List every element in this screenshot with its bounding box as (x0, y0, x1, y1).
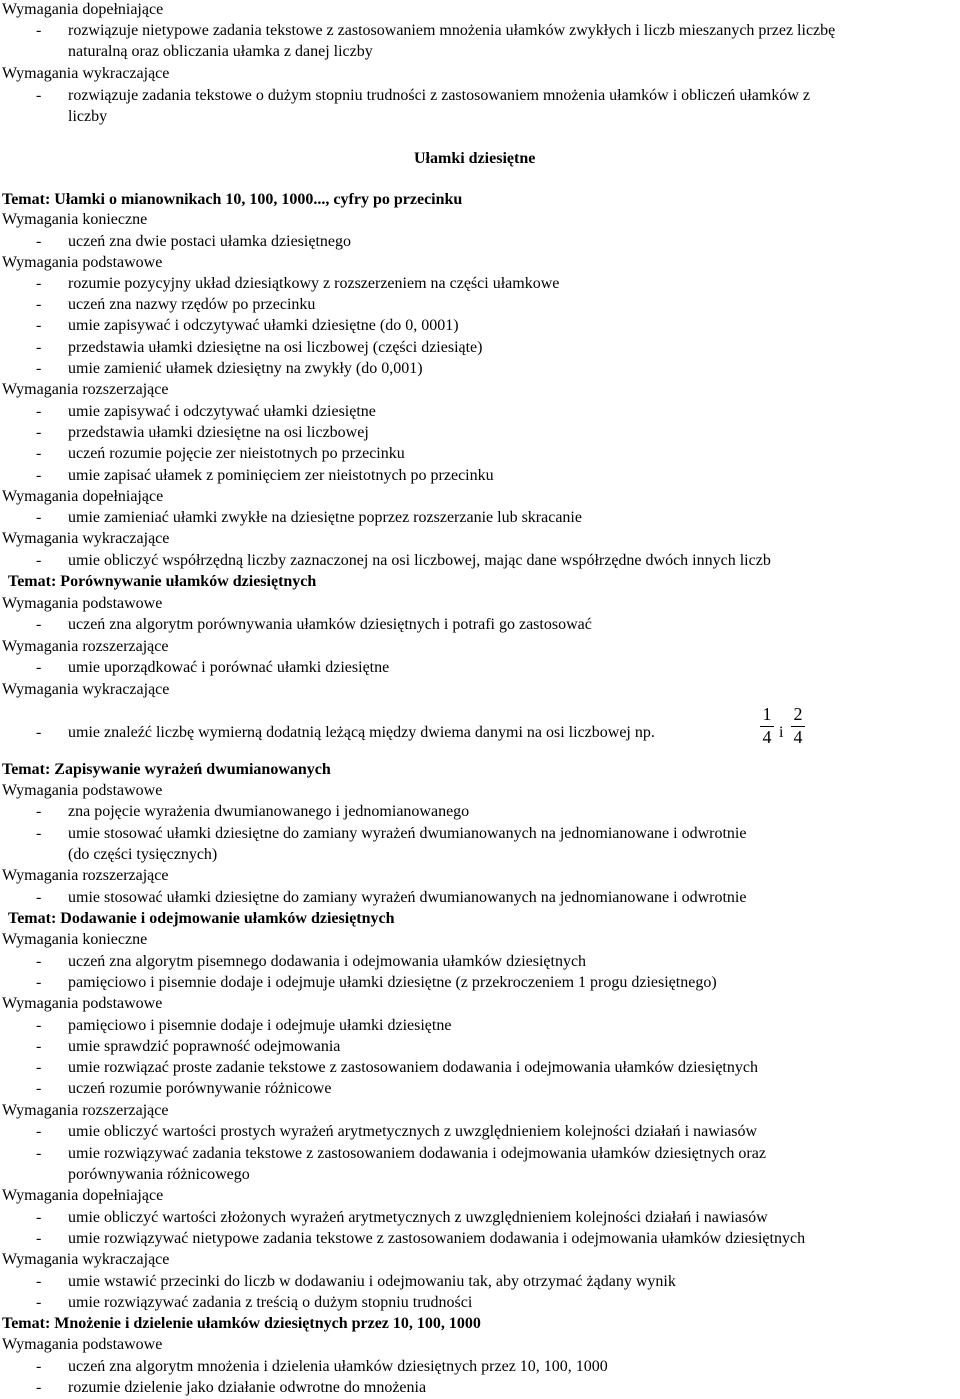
requirement-item: - pamięciowo i pisemnie dodaje i odejmuje ułamki dziesiętne (36, 1017, 452, 1034)
level-heading: Wymagania dopełniające (2, 488, 164, 505)
requirement-item: - umie wstawić przecinki do liczb w dodawaniu i odejmowaniu tak, aby otrzymać żądany wynik (36, 1273, 676, 1290)
level-heading: Wymagania dopełniające (2, 1187, 164, 1204)
requirement-continuation: liczby (68, 108, 108, 125)
topic-title: Temat: Porównywanie ułamków dziesiętnych (8, 573, 317, 590)
level-heading: Wymagania wykraczające (2, 681, 170, 698)
level-heading: Wymagania wykraczające (2, 1251, 170, 1268)
level-heading: Wymagania konieczne (2, 211, 148, 228)
topic-title: Temat: Mnożenie i dzielenie ułamków dziesiętnych przez 10, 100, 1000 (2, 1315, 481, 1332)
fraction-one-quarter: 1 4 (760, 704, 774, 747)
requirement-item: - umie rozwiązać proste zadanie tekstowe z zastosowaniem dodawania i odejmowania ułamków dziesiętnych (36, 1059, 758, 1076)
level-heading: Wymagania wykraczające (2, 530, 170, 547)
requirement-item: - zna pojęcie wyrażenia dwumianowanego i jednomianowanego (36, 803, 470, 820)
requirement-item: - umie zamieniać ułamki zwykłe na dziesiętne poprzez rozszerzanie lub skracanie (36, 509, 582, 526)
requirement-item: - przedstawia ułamki dziesiętne na osi liczbowej (36, 424, 369, 441)
requirement-item: - umie obliczyć współrzędną liczby zaznaczonej na osi liczbowej, mając dane współrzędne dwóch innych liczb (36, 552, 771, 569)
requirement-item: - rozwiązuje nietypowe zadania tekstowe z zastosowaniem mnożenia ułamków zwykłych i liczb mieszanych przez liczbę (36, 22, 836, 39)
requirement-item: - rozwiązuje zadania tekstowe o dużym stopniu trudności z zastosowaniem mnożenia ułamków i obliczeń ułamków z (36, 87, 810, 104)
requirement-continuation: (do części tysięcznych) (68, 846, 218, 863)
requirement-item: - pamięciowo i pisemnie dodaje i odejmuje ułamki dziesiętne (z przekroczeniem 1 progu dziesiętnego) (36, 974, 717, 991)
requirement-item: - umie uporządkować i porównać ułamki dziesiętne (36, 659, 390, 676)
topic-title: Temat: Zapisywanie wyrażeń dwumianowanych (2, 761, 331, 778)
requirement-item: - umie zapisywać i odczytywać ułamki dziesiętne (do 0, 0001) (36, 317, 459, 334)
level-heading: Wymagania podstawowe (2, 1336, 163, 1353)
topic-title: Temat: Dodawanie i odejmowanie ułamków dziesiętnych (8, 910, 395, 927)
requirement-item: - umie zapisać ułamek z pominięciem zer nieistotnych po przecinku (36, 467, 494, 484)
requirement-item: - uczeń zna dwie postaci ułamka dziesiętnego (36, 233, 351, 250)
requirement-item: - uczeń rozumie porównywanie różnicowe (36, 1080, 332, 1097)
requirement-item: - umie stosować ułamki dziesiętne do zamiany wyrażeń dwumianowanych na jednomianowane i odwrotnie (36, 825, 747, 842)
level-heading: Wymagania dopełniające (2, 1, 164, 18)
requirement-item: - rozumie pozycyjny układ dziesiątkowy z rozszerzeniem na części ułamkowe (36, 275, 560, 292)
level-heading: Wymagania wykraczające (2, 65, 170, 82)
level-heading: Wymagania konieczne (2, 931, 148, 948)
requirement-item: - umie znaleźć liczbę wymierną dodatnią leżącą między dwiema danymi na osi liczbowej np. (36, 724, 655, 741)
level-heading: Wymagania rozszerzające (2, 1102, 169, 1119)
requirement-item: - uczeń zna algorytm mnożenia i dzielenia ułamków dziesiętnych przez 10, 100, 1000 (36, 1358, 608, 1375)
level-heading: Wymagania podstawowe (2, 995, 163, 1012)
topic-title: Temat: Ułamki o mianownikach 10, 100, 1000..., cyfry po przecinku (2, 191, 463, 208)
requirement-item: - umie obliczyć wartości prostych wyrażeń arytmetycznych z uwzględnieniem kolejności działań i nawiasów (36, 1123, 758, 1140)
fraction-conjunction: i (779, 724, 784, 741)
requirement-item: - umie rozwiązywać zadania tekstowe z zastosowaniem dodawania i odejmowania ułamków dziesiętnych oraz (36, 1145, 766, 1162)
requirement-item: - uczeń zna algorytm porównywania ułamków dziesiętnych i potrafi go zastosować (36, 616, 592, 633)
requirement-item: - przedstawia ułamki dziesiętne na osi liczbowej (części dziesiąte) (36, 339, 483, 356)
fraction-two-quarters: 2 4 (791, 704, 805, 747)
level-heading: Wymagania rozszerzające (2, 381, 169, 398)
level-heading: Wymagania podstawowe (2, 595, 163, 612)
level-heading: Wymagania podstawowe (2, 254, 163, 271)
requirement-item: - umie rozwiązywać nietypowe zadania tekstowe z zastosowaniem dodawania i odejmowania ułamków dziesiętnych (36, 1230, 806, 1247)
requirement-item: - umie stosować ułamki dziesiętne do zamiany wyrażeń dwumianowanych na jednomianowane i odwrotnie (36, 889, 747, 906)
requirement-item: - uczeń rozumie pojęcie zer nieistotnych po przecinku (36, 445, 405, 462)
requirement-item: - umie obliczyć wartości złożonych wyrażeń arytmetycznych z uwzględnieniem kolejności działań i nawiasów (36, 1209, 768, 1226)
requirement-continuation: porównywania różnicowego (68, 1166, 250, 1183)
requirement-item: - uczeń zna algorytm pisemnego dodawania i odejmowania ułamków dziesiętnych (36, 953, 587, 970)
requirement-item: - rozumie dzielenie jako działanie odwrotne do mnożenia (36, 1379, 427, 1396)
requirement-item: - umie zapisywać i odczytywać ułamki dziesiętne (36, 403, 376, 420)
chapter-title: Ułamki dziesiętne (414, 150, 536, 167)
requirement-item: - umie sprawdzić poprawność odejmowania (36, 1038, 341, 1055)
requirement-continuation: naturalną oraz obliczania ułamka z danej liczby (68, 43, 373, 60)
level-heading: Wymagania rozszerzające (2, 867, 169, 884)
requirement-item: - umie rozwiązywać zadania z treścią o dużym stopniu trudności (36, 1294, 473, 1311)
level-heading: Wymagania rozszerzające (2, 638, 169, 655)
requirement-item: - umie zamienić ułamek dziesiętny na zwykły (do 0,001) (36, 360, 423, 377)
requirement-item: - uczeń zna nazwy rzędów po przecinku (36, 296, 316, 313)
level-heading: Wymagania podstawowe (2, 782, 163, 799)
